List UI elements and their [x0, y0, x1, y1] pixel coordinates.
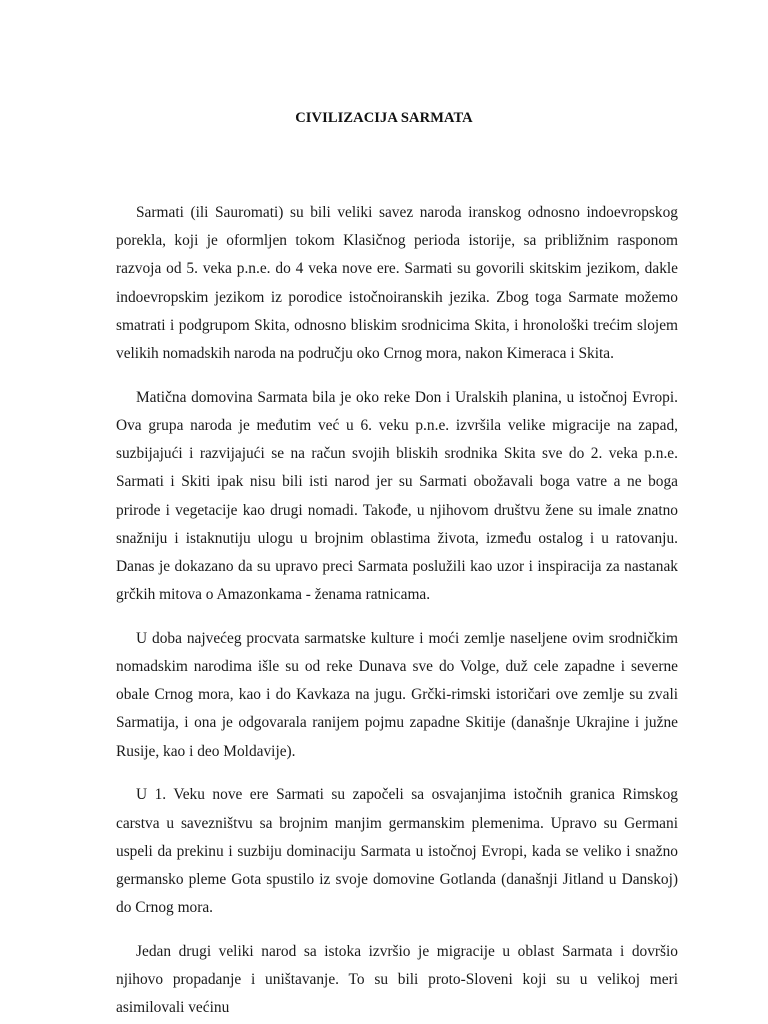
paragraph-2: Matična domovina Sarmata bila je oko reke Don i Uralskih planina, u istočnoj Evropi. Ova grupa naroda je međutim već u 6. veku p.n.e. izvršila velike migracije na zapad, suzbijajući i razvijajući se na račun svojih bliskih srodnika Skita sve do 2. veka p.n.e. Sarmati i Skiti ipak nisu bili isti narod jer su Sarmati obožavali boga vatre a ne boga prirode i vegetacije kao drugi nomadi. Takođe, u njihovom društvu žene su imale znatno snažniju i istaknutiju ulogu u brojnim oblastima života, između ostalog i u ratovanju. Danas je dokazano da su upravo preci Sarmata poslužili kao uzor i inspiracija za nastanak grčkih mitova o Amazonkama - ženama ratnicama.	[116, 388, 678, 604]
paragraph-3: U doba najvećeg procvata sarmatske kulture i moći zemlje naseljene ovim srodničkim nomadskim narodima išle su od reke Dunava sve do Volge, duž cele zapadne i severne obale Crnog mora, kao i do Kavkaza na jugu. Grčki-rimski istoričari ove zemlje su zvali Sarmatija, i ona je odgovarala ranijem pojmu zapadne Skitije (današnje Ukrajine i južne Rusije, kao i deo Moldavije).	[116, 629, 678, 760]
paragraph-4: U 1. Veku nove ere Sarmati su započeli sa osvajanjima istočnih granica Rimskog carstva u savezništvu sa brojnim manjim germanskim plemenima. Upravo su Germani uspeli da prekinu i suzbiju dominaciju Sarmata u istočnoj Evropi, kada se veliko i snažno germansko pleme Gota spustilo iz svoje domovine Gotlanda (današnji Jitland u Danskoj) do Crnog mora.	[116, 786, 678, 917]
paragraph-5: Jedan drugi veliki narod sa istoka izvršio je migracije u oblast Sarmata i dovršio njihovo propadanje i uništavanje. To su bili proto-Sloveni koji su u velikoj meri asimilovali većinu	[116, 942, 678, 1017]
document-title: CIVILIZACIJA SARMATA	[295, 110, 473, 126]
document-body	[116, 199, 678, 1024]
paragraph-1: Sarmati (ili Sauromati) su bili veliki savez naroda iranskog odnosno indoevropskog porekla, koji je oformljen tokom Klasičnog perioda istorije, sa približnim rasponom razvoja od 5. veka p.n.e. do 4 veka nove ere. Sarmati su govorili skitskim jezikom, dakle indoevropskim jezikom iz porodice istočnoiranskih jezika. Zbog toga Sarmate možemo smatrati i podgrupom Skita, odnosno bliskim srodnicima Skita, i hronološki trećim slojem velikih nomadskih naroda na području oko Crnog mora, nakon Kimeraca i Skita.	[116, 204, 678, 363]
